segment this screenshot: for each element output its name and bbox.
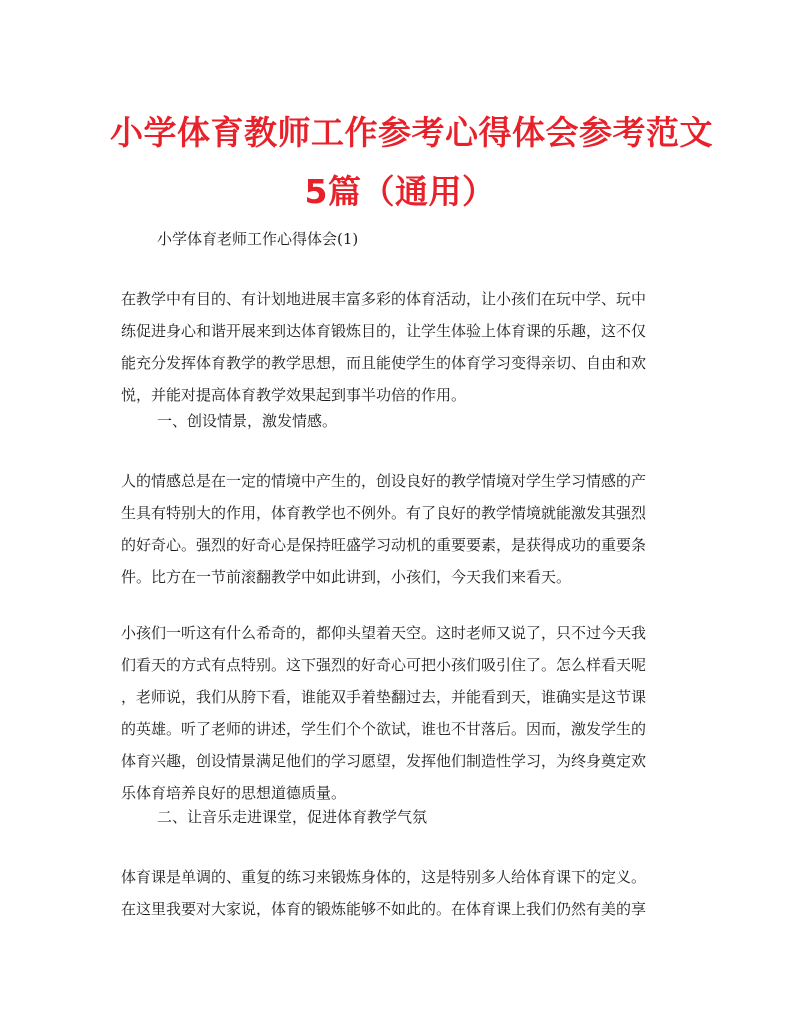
paragraph-2 (121, 465, 681, 593)
paragraph-line: 体育兴趣，创设情景满足他们的学习愿望，发挥他们制造性学习，为终身奠定欢 (121, 752, 647, 770)
paragraph-line: 练促进身心和谐开展来到达体育锻炼目的，让学生体验上体育课的乐趣，这不仅 (121, 322, 647, 340)
paragraph-line: 能充分发挥体育教学的教学思想，而且能使学生的体育学习变得亲切、自由和欢 (121, 354, 647, 372)
paragraph-3 (121, 617, 681, 809)
document-title-line-2: 5篇（通用） (304, 172, 496, 211)
paragraph-line: 人的情感总是在一定的情境中产生的，创设良好的教学情境对学生学习情感的产 (121, 472, 647, 490)
essay-subtitle: 小学体育老师工作心得体会(1) (157, 230, 359, 248)
paragraph-1 (121, 283, 681, 411)
paragraph-line: 体育课是单调的、重复的练习来锻炼身体的，这是特别多人给体育课下的定义。 (121, 868, 647, 886)
paragraph-line: 生具有特别大的作用，体育教学也不例外。有了良好的教学情境就能激发其强烈 (121, 504, 647, 522)
paragraph-line: 件。比方在一节前滚翻教学中如此讲到，小孩们，今天我们来看天。 (121, 568, 572, 586)
paragraph-line: 的好奇心。强烈的好奇心是保持旺盛学习动机的重要要素，是获得成功的重要条 (121, 536, 647, 554)
paragraph-line: 们看天的方式有点特别。这下强烈的好奇心可把小孩们吸引住了。怎么样看天呢 (121, 656, 647, 674)
paragraph-line: 在这里我要对大家说，体育的锻炼能够不如此的。在体育课上我们仍然有美的享 (121, 900, 647, 918)
section-heading-1: 一、创设情景，激发情感。 (157, 412, 338, 430)
paragraph-line: 乐体育培养良好的思想道德质量。 (121, 784, 347, 802)
paragraph-line: 的英雄。听了老师的讲述，学生们个个欲试，谁也不甘落后。因而，激发学生的 (121, 720, 647, 738)
paragraph-line: 在教学中有目的、有计划地进展丰富多彩的体育活动，让小孩们在玩中学、玩中 (121, 290, 647, 308)
section-heading-2: 二、让音乐走进课堂，促进体育教学气氛 (157, 808, 428, 826)
document-title-line-1: 小学体育教师工作参考心得体会参考范文 (110, 113, 713, 152)
paragraph-line: 悦，并能对提高体育教学效果起到事半功倍的作用。 (121, 386, 467, 404)
paragraph-line: 小孩们一听这有什么希奇的，都仰头望着天空。这时老师又说了，只不过今天我 (121, 624, 647, 642)
paragraph-4 (121, 861, 681, 925)
paragraph-line: ，老师说，我们从胯下看，谁能双手着垫翻过去，并能看到天，谁确实是这节课 (121, 688, 647, 706)
